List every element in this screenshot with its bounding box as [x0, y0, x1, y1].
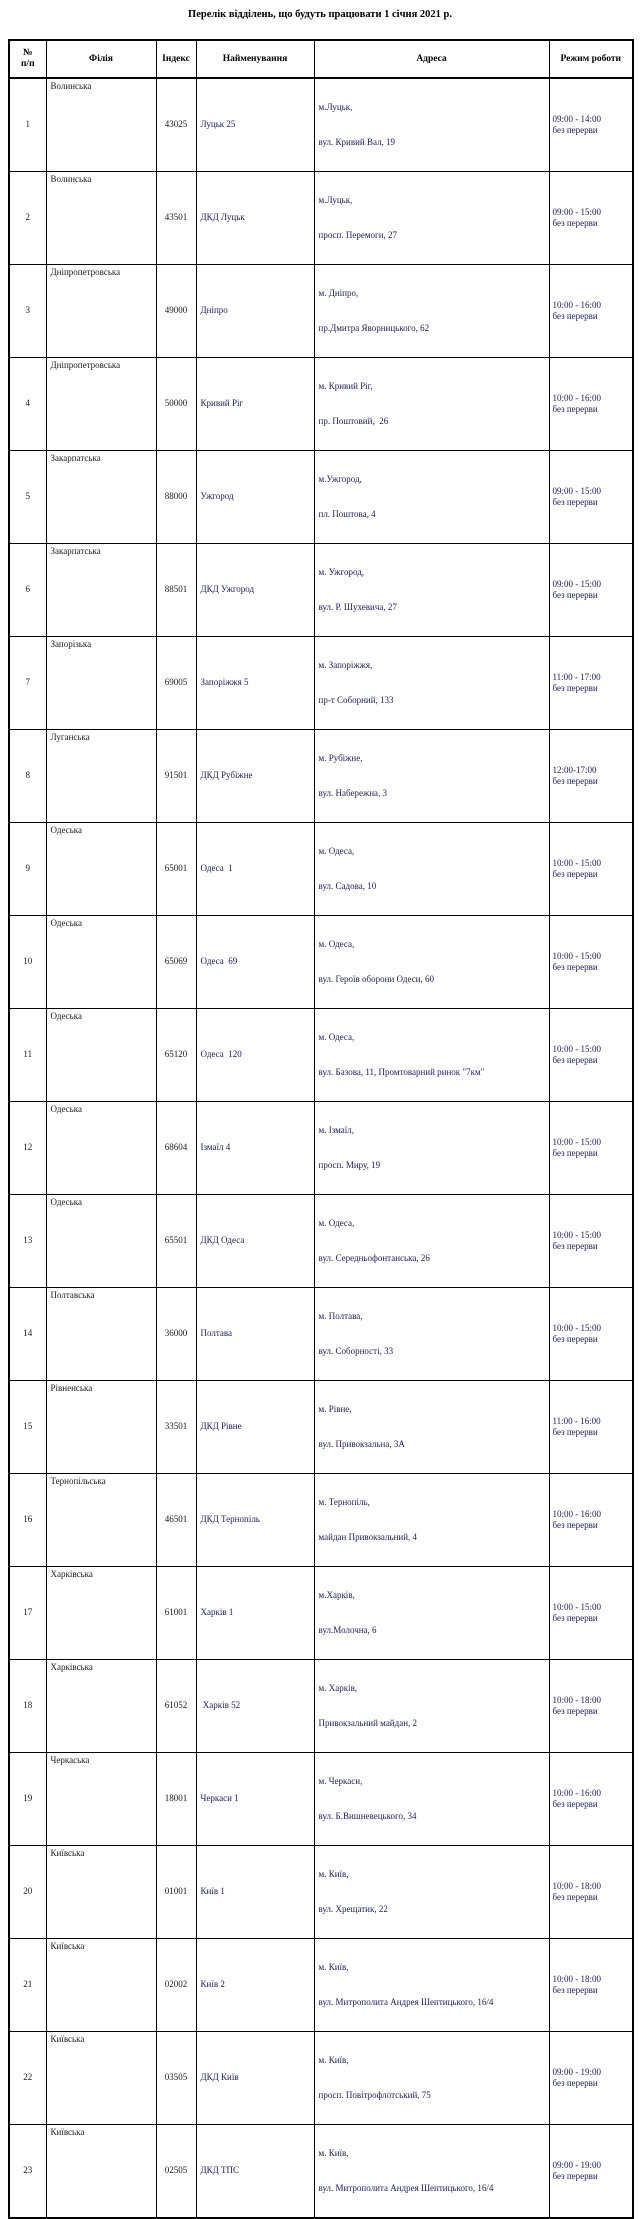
cell-row-number: 14: [9, 1288, 46, 1381]
cell-row-number: 19: [9, 1753, 46, 1846]
address-line-city: м. Дніпро,: [318, 288, 359, 298]
table-row: [9, 1381, 633, 1474]
cell-index: 61001: [156, 1567, 196, 1660]
table-row: [9, 1753, 633, 1846]
cell-schedule: [549, 1939, 633, 2032]
address-line-street: вул. Митрополита Андрея Шептицького, 16/4: [318, 2182, 494, 2193]
cell-name: ДКД Одеса: [196, 1195, 314, 1288]
cell-index: 43501: [156, 172, 196, 265]
schedule-hours: 10:00 - 16:00: [552, 299, 601, 310]
schedule-note: без перерви: [552, 1148, 598, 1158]
schedule-note: без перерви: [552, 497, 598, 507]
table-header: [9, 40, 633, 78]
cell-name: Одеса 69: [196, 916, 314, 1009]
schedule-hours: 10:00 - 15:00: [552, 1136, 601, 1147]
table-row: [9, 544, 633, 637]
cell-index: 02002: [156, 1939, 196, 2032]
cell-index: 01001: [156, 1846, 196, 1939]
table-row: [9, 1474, 633, 1567]
cell-schedule: [549, 358, 633, 451]
cell-index: 36000: [156, 1288, 196, 1381]
header-schedule: Режим роботи: [549, 40, 633, 78]
cell-index: 02505: [156, 2125, 196, 2219]
cell-row-number: 2: [9, 172, 46, 265]
cell-row-number: 18: [9, 1660, 46, 1753]
header-name: Найменування: [196, 40, 314, 78]
schedule-hours: 12:00-17:00: [552, 764, 597, 775]
cell-address: [314, 2032, 549, 2125]
schedule-note: без перерви: [552, 404, 598, 414]
schedule-hours: 09:00 - 15:00: [552, 206, 601, 217]
table-row: [9, 1567, 633, 1660]
cell-branch: Рівненська: [46, 1381, 156, 1474]
table-row: [9, 1288, 633, 1381]
cell-branch: Київська: [46, 1846, 156, 1939]
cell-address: [314, 1288, 549, 1381]
header-row-number-line1: №: [22, 48, 33, 58]
table-row: [9, 451, 633, 544]
cell-name: ДКД Луцьк: [196, 172, 314, 265]
address-line-street: просп. Перемоги, 27: [318, 229, 398, 240]
cell-branch: Закарпатська: [46, 451, 156, 544]
address-line-street: вул. Набережна, 3: [318, 787, 388, 798]
address-line-city: м. Київ,: [318, 1962, 349, 1972]
schedule-note: без перерви: [552, 962, 598, 972]
table-row: [9, 916, 633, 1009]
cell-index: 61052: [156, 1660, 196, 1753]
cell-branch: Київська: [46, 2125, 156, 2219]
address-line-street: вул. Садова, 10: [318, 880, 377, 891]
address-line-city: м. Одеса,: [318, 846, 355, 856]
cell-address: [314, 2125, 549, 2219]
schedule-hours: 10:00 - 16:00: [552, 1508, 601, 1519]
schedule-hours: 09:00 - 14:00: [552, 113, 601, 124]
cell-branch: Луганська: [46, 730, 156, 823]
cell-branch: Одеська: [46, 1195, 156, 1288]
schedule-hours: 10:00 - 15:00: [552, 857, 601, 868]
cell-index: 88501: [156, 544, 196, 637]
schedule-hours: 10:00 - 16:00: [552, 1787, 601, 1798]
address-line-street: вул. Соборності, 33: [318, 1345, 394, 1356]
cell-schedule: [549, 730, 633, 823]
cell-index: 65120: [156, 1009, 196, 1102]
address-line-street: вул. Хрещатик, 22: [318, 1903, 388, 1914]
cell-schedule: [549, 265, 633, 358]
cell-name: ДКД Київ: [196, 2032, 314, 2125]
address-line-street: вул. Р. Шухевича, 27: [318, 601, 397, 612]
cell-row-number: 23: [9, 2125, 46, 2219]
schedule-note: без перерви: [552, 1985, 598, 1995]
cell-index: 18001: [156, 1753, 196, 1846]
cell-address: [314, 1195, 549, 1288]
schedule-note: без перерви: [552, 1520, 598, 1530]
header-row: [9, 40, 633, 78]
address-line-street: просп. Повітрофлотський, 75: [318, 2089, 431, 2100]
cell-row-number: 7: [9, 637, 46, 730]
cell-name: Луцьк 25: [196, 78, 314, 172]
schedule-note: без перерви: [552, 683, 598, 693]
cell-name: Київ 2: [196, 1939, 314, 2032]
table-row: [9, 1660, 633, 1753]
table-row: [9, 358, 633, 451]
cell-address: [314, 1939, 549, 2032]
address-line-city: м. Тернопіль,: [318, 1497, 370, 1507]
cell-address: [314, 1102, 549, 1195]
cell-address: [314, 1474, 549, 1567]
address-line-street: пр.Дмитра Яворницького, 62: [318, 322, 430, 333]
cell-name: Запоріжжя 5: [196, 637, 314, 730]
schedule-note: без перерви: [552, 311, 598, 321]
address-line-city: м. Запоріжжя,: [318, 660, 373, 670]
cell-branch: Полтавська: [46, 1288, 156, 1381]
table-row: [9, 823, 633, 916]
cell-name: ДКД Рівне: [196, 1381, 314, 1474]
schedule-hours: 10:00 - 16:00: [552, 392, 601, 403]
cell-name: ДКД Рубіжне: [196, 730, 314, 823]
cell-name: Полтава: [196, 1288, 314, 1381]
schedule-note: без перерви: [552, 1055, 598, 1065]
cell-schedule: [549, 1660, 633, 1753]
cell-address: [314, 265, 549, 358]
address-line-street: вул. Привокзальна, 3А: [318, 1438, 405, 1449]
address-line-city: м. Черкаси,: [318, 1776, 363, 1786]
cell-row-number: 15: [9, 1381, 46, 1474]
cell-name: Харків 52: [196, 1660, 314, 1753]
schedule-note: без перерви: [552, 125, 598, 135]
cell-address: [314, 172, 549, 265]
cell-index: 65069: [156, 916, 196, 1009]
address-line-street: вул. Б.Вишневецького, 34: [318, 1810, 417, 1821]
cell-schedule: [549, 637, 633, 730]
cell-index: 03505: [156, 2032, 196, 2125]
cell-row-number: 12: [9, 1102, 46, 1195]
branches-table: [8, 39, 634, 2219]
schedule-note: без перерви: [552, 869, 598, 879]
table-row: [9, 172, 633, 265]
schedule-hours: 10:00 - 15:00: [552, 950, 601, 961]
cell-schedule: [549, 1009, 633, 1102]
cell-branch: Закарпатська: [46, 544, 156, 637]
schedule-hours: 10:00 - 18:00: [552, 1880, 601, 1891]
cell-index: 65001: [156, 823, 196, 916]
address-line-street: вул. Середньофонтанська, 26: [318, 1252, 430, 1263]
header-address: Адреса: [314, 40, 549, 78]
cell-address: [314, 730, 549, 823]
address-line-city: м. Київ,: [318, 2055, 349, 2065]
cell-branch: Дніпропетровська: [46, 265, 156, 358]
schedule-note: без перерви: [552, 1799, 598, 1809]
cell-address: [314, 1567, 549, 1660]
cell-name: Київ 1: [196, 1846, 314, 1939]
address-line-street: Привокзальний майдан, 2: [318, 1717, 418, 1728]
address-line-street: пр. Поштовий, 26: [318, 415, 389, 426]
cell-row-number: 10: [9, 916, 46, 1009]
schedule-note: без перерви: [552, 776, 598, 786]
address-line-city: м. Одеса,: [318, 1032, 355, 1042]
cell-row-number: 3: [9, 265, 46, 358]
table-row: [9, 1846, 633, 1939]
address-line-street: вул.Молочна, 6: [318, 1624, 377, 1635]
table-row: [9, 78, 633, 172]
cell-address: [314, 78, 549, 172]
schedule-note: без перерви: [552, 590, 598, 600]
cell-branch: Одеська: [46, 916, 156, 1009]
cell-address: [314, 1381, 549, 1474]
cell-name: ДКД ТПС: [196, 2125, 314, 2219]
address-line-city: м. Київ,: [318, 1869, 349, 1879]
cell-row-number: 4: [9, 358, 46, 451]
cell-branch: Харківська: [46, 1567, 156, 1660]
cell-name: ДКД Ужгород: [196, 544, 314, 637]
address-line-city: м.Ужгород,: [318, 474, 362, 484]
cell-schedule: [549, 172, 633, 265]
address-line-street: пр-т Соборний, 133: [318, 694, 394, 705]
cell-row-number: 6: [9, 544, 46, 637]
address-line-city: м.Харків,: [318, 1590, 355, 1600]
address-line-street: вул. Базова, 11, Промтоварний ринок "7км": [318, 1066, 485, 1077]
schedule-hours: 10:00 - 15:00: [552, 1229, 601, 1240]
cell-branch: Черкаська: [46, 1753, 156, 1846]
cell-index: 50000: [156, 358, 196, 451]
cell-row-number: 22: [9, 2032, 46, 2125]
cell-schedule: [549, 1381, 633, 1474]
cell-branch: Харківська: [46, 1660, 156, 1753]
address-line-street: майдан Привокзальний, 4: [318, 1531, 418, 1542]
cell-address: [314, 358, 549, 451]
schedule-note: без перерви: [552, 1706, 598, 1716]
cell-branch: Волинська: [46, 78, 156, 172]
cell-branch: Дніпропетровська: [46, 358, 156, 451]
table-row: [9, 1102, 633, 1195]
cell-branch: Одеська: [46, 1102, 156, 1195]
address-line-city: м. Рубіжне,: [318, 753, 363, 763]
address-line-city: м. Київ,: [318, 2148, 349, 2158]
table-row: [9, 1009, 633, 1102]
cell-address: [314, 637, 549, 730]
header-row-number: [9, 40, 46, 78]
cell-index: 65501: [156, 1195, 196, 1288]
cell-row-number: 11: [9, 1009, 46, 1102]
cell-name: Ізмаїл 4: [196, 1102, 314, 1195]
cell-name: Ужгород: [196, 451, 314, 544]
schedule-note: без перерви: [552, 2171, 598, 2181]
table-body: [9, 78, 633, 2218]
cell-index: 88000: [156, 451, 196, 544]
schedule-note: без перерви: [552, 1241, 598, 1251]
address-line-city: м. Одеса,: [318, 1218, 355, 1228]
cell-branch: Одеська: [46, 1009, 156, 1102]
table-row: [9, 1939, 633, 2032]
cell-branch: Київська: [46, 1939, 156, 2032]
address-line-city: м. Харків,: [318, 1683, 358, 1693]
cell-address: [314, 1846, 549, 1939]
header-row-number-line2: п/п: [20, 59, 35, 69]
address-line-street: просп. Миру, 19: [318, 1159, 381, 1170]
cell-schedule: [549, 451, 633, 544]
schedule-note: без перерви: [552, 1334, 598, 1344]
address-line-city: м.Луцьк,: [318, 195, 353, 205]
cell-row-number: 16: [9, 1474, 46, 1567]
page-title: Перелік відділень, що будуть працювати 1 січня 2021 р.: [188, 9, 452, 20]
cell-schedule: [549, 1195, 633, 1288]
cell-schedule: [549, 544, 633, 637]
cell-row-number: 20: [9, 1846, 46, 1939]
cell-schedule: [549, 1846, 633, 1939]
address-line-city: м.Луцьк,: [318, 102, 353, 112]
schedule-hours: 10:00 - 15:00: [552, 1043, 601, 1054]
table-row: [9, 637, 633, 730]
cell-schedule: [549, 1753, 633, 1846]
cell-row-number: 1: [9, 78, 46, 172]
cell-index: 69005: [156, 637, 196, 730]
cell-name: Кривий Ріг: [196, 358, 314, 451]
cell-address: [314, 1753, 549, 1846]
schedule-hours: 09:00 - 15:00: [552, 485, 601, 496]
schedule-note: без перерви: [552, 1892, 598, 1902]
cell-name: Черкаси 1: [196, 1753, 314, 1846]
table-row: [9, 2125, 633, 2219]
cell-address: [314, 1009, 549, 1102]
cell-row-number: 13: [9, 1195, 46, 1288]
schedule-hours: 10:00 - 15:00: [552, 1601, 601, 1612]
cell-schedule: [549, 1102, 633, 1195]
table-row: [9, 1195, 633, 1288]
schedule-note: без перерви: [552, 2078, 598, 2088]
table-row: [9, 265, 633, 358]
cell-schedule: [549, 78, 633, 172]
cell-branch: Одеська: [46, 823, 156, 916]
address-line-street: вул. Митрополита Андрея Шептицького, 16/4: [318, 1996, 494, 2007]
schedule-hours: 10:00 - 15:00: [552, 1322, 601, 1333]
address-line-street: вул. Кривий Вал, 19: [318, 136, 396, 147]
cell-branch: Волинська: [46, 172, 156, 265]
table-row: [9, 730, 633, 823]
address-line-city: м. Ужгород,: [318, 567, 365, 577]
schedule-hours: 10:00 - 18:00: [552, 1973, 601, 1984]
cell-branch: Київська: [46, 2032, 156, 2125]
cell-schedule: [549, 2125, 633, 2219]
cell-row-number: 21: [9, 1939, 46, 2032]
cell-name: ДКД Тернопіль: [196, 1474, 314, 1567]
cell-schedule: [549, 1288, 633, 1381]
schedule-hours: 10:00 - 18:00: [552, 1694, 601, 1705]
cell-index: 43025: [156, 78, 196, 172]
cell-branch: Тернопільська: [46, 1474, 156, 1567]
cell-address: [314, 1660, 549, 1753]
schedule-hours: 11:00 - 16:00: [552, 1415, 601, 1426]
cell-name: Харків 1: [196, 1567, 314, 1660]
cell-row-number: 5: [9, 451, 46, 544]
cell-schedule: [549, 916, 633, 1009]
address-line-street: вул. Героїв оборони Одеси, 60: [318, 973, 435, 984]
cell-schedule: [549, 823, 633, 916]
address-line-city: м. Рівне,: [318, 1404, 352, 1414]
cell-address: [314, 544, 549, 637]
schedule-hours: 09:00 - 19:00: [552, 2159, 601, 2170]
schedule-hours: 11:00 - 17:00: [552, 671, 601, 682]
address-line-city: м. Полтава,: [318, 1311, 363, 1321]
table-row: [9, 2032, 633, 2125]
cell-name: Одеса 120: [196, 1009, 314, 1102]
address-line-city: м. Одеса,: [318, 939, 355, 949]
cell-address: [314, 451, 549, 544]
cell-index: 33501: [156, 1381, 196, 1474]
cell-index: 68604: [156, 1102, 196, 1195]
cell-address: [314, 916, 549, 1009]
schedule-note: без перерви: [552, 1613, 598, 1623]
header-index: Індекс: [156, 40, 196, 78]
cell-schedule: [549, 1567, 633, 1660]
schedule-note: без перерви: [552, 1427, 598, 1437]
cell-index: 49000: [156, 265, 196, 358]
cell-row-number: 9: [9, 823, 46, 916]
header-branch: Філія: [46, 40, 156, 78]
cell-row-number: 17: [9, 1567, 46, 1660]
schedule-hours: 09:00 - 15:00: [552, 578, 601, 589]
address-line-street: пл. Поштова, 4: [318, 508, 376, 519]
cell-address: [314, 823, 549, 916]
schedule-hours: 09:00 - 19:00: [552, 2066, 601, 2077]
schedule-note: без перерви: [552, 218, 598, 228]
cell-row-number: 8: [9, 730, 46, 823]
address-line-city: м. Кривий Ріг,: [318, 381, 373, 391]
cell-index: 91501: [156, 730, 196, 823]
address-line-city: м. Ізмаїл,: [318, 1125, 354, 1135]
cell-schedule: [549, 1474, 633, 1567]
cell-name: Одеса 1: [196, 823, 314, 916]
cell-name: Дніпро: [196, 265, 314, 358]
cell-index: 46501: [156, 1474, 196, 1567]
cell-branch: Запорізька: [46, 637, 156, 730]
cell-schedule: [549, 2032, 633, 2125]
